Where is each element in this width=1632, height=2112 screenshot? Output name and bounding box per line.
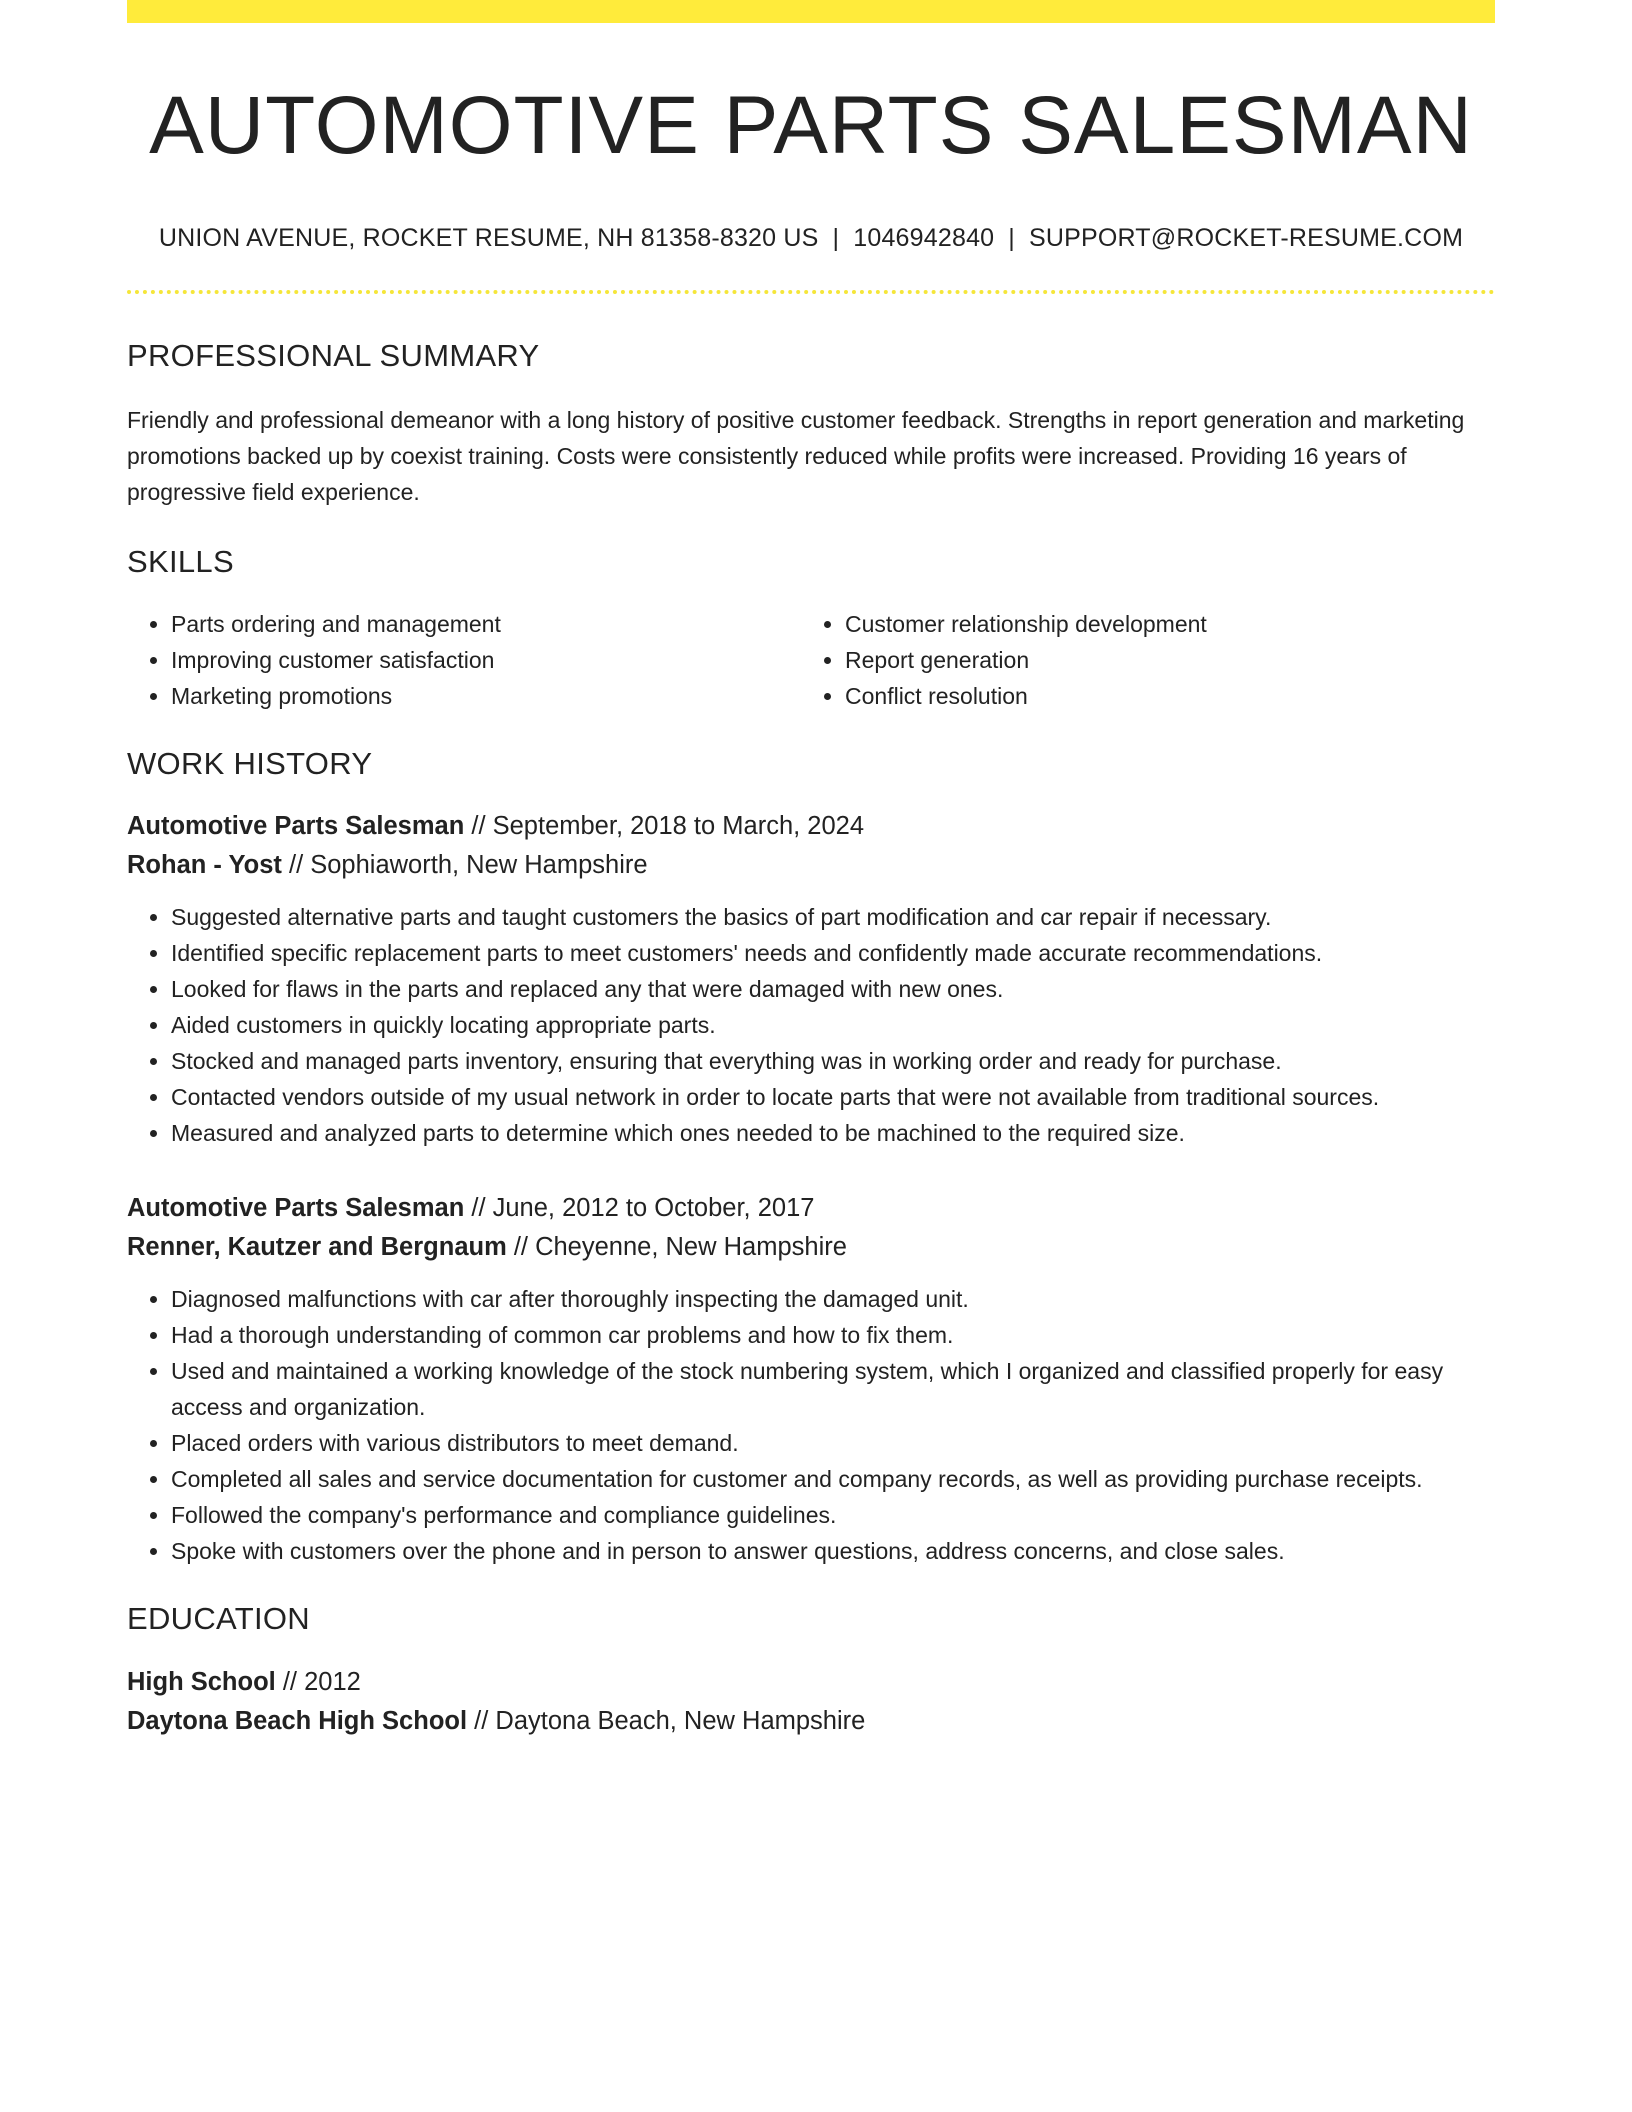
job-dates: // September, 2018 to March, 2024 bbox=[464, 812, 865, 841]
job-duty-item: • Diagnosed malfunctions with car after thoroughly inspecting the damaged unit. bbox=[171, 1281, 1495, 1317]
job-duty-item: • Had a thorough understanding of common car problems and how to fix them. bbox=[171, 1317, 1495, 1353]
summary-text: Friendly and professional demeanor with a long history of positive customer feedback. Strengths in report generation and marketing promotions backed up by coexist training. Costs were consistently reduced while profits were increased. Providing 16 years of progressive field experience. bbox=[127, 407, 1465, 506]
education-location: // Daytona Beach, New Hampshire bbox=[467, 1707, 866, 1736]
skills-column-right bbox=[801, 606, 1475, 714]
contact-line bbox=[127, 224, 1495, 253]
job-duty-item: • Placed orders with various distributors to meet demand. bbox=[171, 1425, 1495, 1461]
job-duty-item: • Aided customers in quickly locating appropriate parts. bbox=[171, 1007, 1495, 1043]
summary-heading: PROFESSIONAL SUMMARY bbox=[127, 338, 540, 374]
education-school-line bbox=[127, 1702, 1495, 1741]
job-duty-item: • Contacted vendors outside of my usual network in order to locate parts that were not available from traditional sources. bbox=[171, 1079, 1495, 1115]
job-duty-item: • Spoke with customers over the phone and in person to answer questions, address concerns, and close sales. bbox=[171, 1533, 1495, 1569]
skill-item: • Report generation bbox=[845, 642, 1475, 678]
education-degree: High School bbox=[127, 1668, 276, 1697]
job-company: Rohan - Yost bbox=[127, 851, 282, 880]
job-duties-list bbox=[127, 1281, 1495, 1569]
education-school: Daytona Beach High School bbox=[127, 1707, 468, 1736]
job-duty-item: • Stocked and managed parts inventory, ensuring that everything was in working order and ready for purchase. bbox=[171, 1043, 1495, 1079]
skill-item: • Conflict resolution bbox=[845, 678, 1475, 714]
contact-address: UNION AVENUE, ROCKET RESUME, NH 81358-8320 US bbox=[158, 224, 819, 253]
job-duty-item: • Completed all sales and service documentation for customer and company records, as well as providing purchase receipts. bbox=[171, 1461, 1495, 1497]
education-year: // 2012 bbox=[275, 1668, 361, 1697]
job-location: // Cheyenne, New Hampshire bbox=[506, 1233, 847, 1262]
resume-page bbox=[127, 0, 1495, 1741]
accent-bar bbox=[127, 0, 1495, 23]
work-history-heading: WORK HISTORY bbox=[127, 746, 373, 782]
job-duty-item: • Suggested alternative parts and taught customers the basics of part modification and car repair if necessary. bbox=[171, 899, 1495, 935]
job-title: Automotive Parts Salesman bbox=[127, 1194, 465, 1223]
skills-heading: SKILLS bbox=[127, 544, 234, 580]
job-company-line bbox=[127, 846, 1495, 885]
header-divider bbox=[127, 290, 1495, 294]
skill-item: • Marketing promotions bbox=[171, 678, 801, 714]
job-location: // Sophiaworth, New Hampshire bbox=[281, 851, 648, 880]
skill-item: • Customer relationship development bbox=[845, 606, 1475, 642]
contact-phone: 1046942840 bbox=[853, 224, 995, 253]
skill-item: • Improving customer satisfaction bbox=[171, 642, 801, 678]
contact-email: SUPPORT@ROCKET-RESUME.COM bbox=[1028, 224, 1464, 253]
job-duty-item: • Measured and analyzed parts to determine which ones needed to be machined to the required size. bbox=[171, 1115, 1495, 1151]
job-company: Renner, Kautzer and Bergnaum bbox=[127, 1233, 507, 1262]
job-company-line bbox=[127, 1228, 1495, 1267]
job-duty-item: • Looked for flaws in the parts and replaced any that were damaged with new ones. bbox=[171, 971, 1495, 1007]
contact-separator: | bbox=[832, 224, 840, 253]
job-duty-item: • Identified specific replacement parts to meet customers' needs and confidently made accurate recommendations. bbox=[171, 935, 1495, 971]
job-title-line bbox=[127, 1189, 1495, 1228]
job-dates: // June, 2012 to October, 2017 bbox=[464, 1194, 815, 1223]
skills-grid bbox=[127, 606, 1495, 714]
job-duty-item: • Followed the company's performance and compliance guidelines. bbox=[171, 1497, 1495, 1533]
job-duties-list bbox=[127, 899, 1495, 1151]
skill-item: • Parts ordering and management bbox=[171, 606, 801, 642]
skills-column-left bbox=[127, 606, 801, 714]
resume-title: AUTOMOTIVE PARTS SALESMAN bbox=[149, 80, 1473, 171]
contact-separator: | bbox=[1008, 224, 1015, 253]
job-title-line bbox=[127, 807, 1495, 846]
job-duty-item: • Used and maintained a working knowledge of the stock numbering system, which I organized and classified properly for easy access and organization. bbox=[171, 1353, 1495, 1425]
job-title: Automotive Parts Salesman bbox=[127, 812, 465, 841]
education-degree-line bbox=[127, 1663, 1495, 1702]
education-heading: EDUCATION bbox=[127, 1601, 310, 1637]
